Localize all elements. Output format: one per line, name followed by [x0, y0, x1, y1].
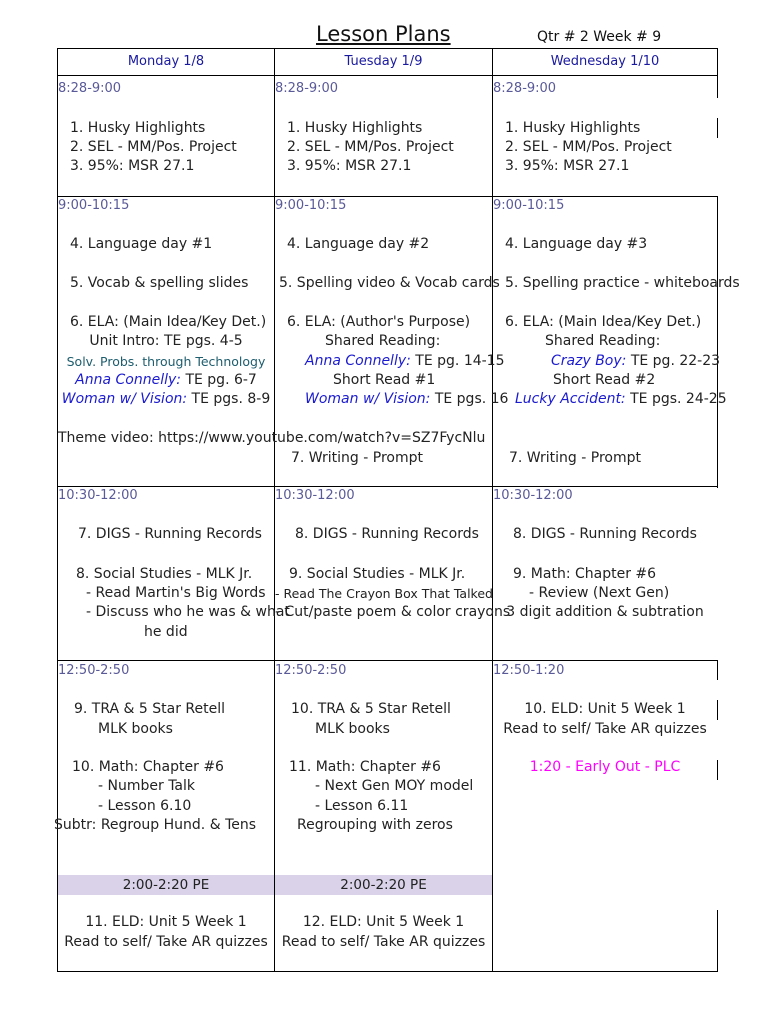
list-item: Solv. Probs. through Technology — [66, 354, 266, 369]
list-item: 2. SEL - MM/Pos. Project — [505, 139, 672, 155]
list-item: MLK books — [98, 721, 173, 737]
grid-line — [57, 971, 718, 972]
list-item: 9. Math: Chapter #6 — [513, 566, 657, 582]
list-item: he did — [144, 624, 188, 640]
reading-pages: TE pgs. 8-9 — [187, 391, 271, 407]
list-item: 3. 95%: MSR 27.1 — [70, 158, 195, 174]
list-item: 1. Husky Highlights — [287, 120, 423, 136]
day-header-monday: Monday 1/8 — [127, 54, 205, 69]
list-item: - Discuss who he was & what — [86, 604, 290, 620]
theme-video-link[interactable]: Theme video: https://www.youtube.com/watch?v=SZ7FycNlu — [58, 430, 486, 446]
list-item: 11. ELD: Unit 5 Week 1 — [85, 914, 247, 930]
time-slot: 9:00-10:15 — [58, 198, 130, 213]
time-slot: 8:28-9:00 — [58, 81, 122, 96]
list-item: Read to self/ Take AR quizzes — [64, 934, 268, 950]
list-item: - Next Gen MOY model — [315, 778, 474, 794]
list-item: 12. ELD: Unit 5 Week 1 — [302, 914, 465, 930]
list-item: 10. TRA & 5 Star Retell — [291, 701, 451, 717]
list-item — [58, 391, 274, 407]
time-slot: 12:50-1:20 — [493, 663, 565, 678]
wednesday-column — [493, 76, 740, 971]
list-item: 6. ELA: (Author's Purpose) — [287, 314, 471, 330]
list-item: MLK books — [315, 721, 390, 737]
list-item: Subtr: Regroup Hund. & Tens — [54, 817, 257, 833]
list-item: - Number Talk — [98, 778, 196, 794]
list-item: Shared Reading: — [325, 333, 441, 349]
list-item — [58, 372, 274, 388]
list-item: Shared Reading: — [545, 333, 661, 349]
time-slot: 9:00-10:15 — [275, 198, 347, 213]
reading-pages: TE pg. 22-23 — [626, 353, 721, 369]
reading-title: Woman w/ Vision: — [61, 391, 188, 407]
grid-line — [717, 48, 718, 98]
pe-bar-monday: 2:00-2:20 PE — [58, 875, 274, 895]
list-item: Read to self/ Take AR quizzes — [503, 721, 707, 737]
tuesday-column — [275, 76, 511, 971]
early-out-notice: 1:20 - Early Out - PLC — [529, 759, 681, 775]
grid-line — [717, 760, 718, 780]
time-slot: 10:30-12:00 — [493, 488, 573, 503]
list-item: 6. ELA: (Main Idea/Key Det.) — [70, 314, 267, 330]
list-item — [515, 391, 727, 407]
list-item: 6. ELA: (Main Idea/Key Det.) — [505, 314, 702, 330]
reading-pages: TE pgs. 16 — [430, 391, 509, 407]
quarter-week: Qtr # 2 Week # 9 — [537, 29, 662, 45]
grid-line — [717, 910, 718, 972]
list-item: - Review (Next Gen) — [529, 585, 670, 601]
list-item: 10. Math: Chapter #6 — [72, 759, 224, 775]
list-item: - Lesson 6.10 — [98, 798, 192, 814]
list-item: Read to self/ Take AR quizzes — [281, 934, 486, 950]
list-item: 11. Math: Chapter #6 — [289, 759, 441, 775]
list-item: 10. ELD: Unit 5 Week 1 — [524, 701, 686, 717]
list-item — [305, 353, 505, 369]
grid-line — [717, 118, 718, 138]
list-item: 5. Vocab & spelling slides — [70, 275, 249, 291]
grid-line — [717, 660, 718, 680]
reading-title: Anna Connelly: — [75, 372, 181, 388]
list-item: 3. 95%: MSR 27.1 — [505, 158, 630, 174]
reading-title: Crazy Boy: — [551, 353, 627, 369]
reading-pages: TE pg. 6-7 — [181, 372, 257, 388]
list-item: 1. Husky Highlights — [70, 120, 206, 136]
list-item: - Read Martin's Big Words — [86, 585, 266, 601]
list-item: 5. Spelling practice - whiteboards — [505, 275, 740, 291]
list-item: 4. Language day #3 — [505, 236, 648, 252]
monday-column — [54, 76, 290, 971]
list-item: - Read The Crayon Box That Talked — [275, 586, 493, 601]
list-item: 8. Social Studies - MLK Jr. — [76, 566, 253, 582]
reading-title: Woman w/ Vision: — [305, 391, 431, 407]
reading-title: Lucky Accident: — [515, 391, 626, 407]
list-item — [551, 353, 720, 369]
grid-line — [717, 700, 718, 720]
reading-pages: TE pg. 14-15 — [410, 353, 505, 369]
list-item: - Lesson 6.11 — [315, 798, 409, 814]
time-slot: 9:00-10:15 — [493, 198, 565, 213]
time-slot: 10:30-12:00 — [275, 488, 355, 503]
list-item: - Cut/paste poem & color crayons — [275, 604, 511, 620]
time-slot: 8:28-9:00 — [275, 81, 339, 96]
list-item: 4. Language day #1 — [70, 236, 213, 252]
list-item: 8. DIGS - Running Records — [295, 526, 479, 542]
list-item: 5. Spelling video & Vocab cards — [279, 275, 500, 291]
pe-bar-tuesday: 2:00-2:20 PE — [275, 875, 492, 895]
list-item: 9. TRA & 5 Star Retell — [74, 701, 226, 717]
list-item: 4. Language day #2 — [287, 236, 430, 252]
list-item: 7. DIGS - Running Records — [78, 526, 262, 542]
list-item: Unit Intro: TE pgs. 4-5 — [89, 333, 243, 349]
reading-pages: TE pgs. 24-25 — [625, 391, 727, 407]
list-item: 2. SEL - MM/Pos. Project — [287, 139, 454, 155]
list-item: Short Read #1 — [333, 372, 436, 388]
list-item: Short Read #2 — [553, 372, 656, 388]
list-item: 1. Husky Highlights — [505, 120, 641, 136]
list-item: 8. DIGS - Running Records — [513, 526, 697, 542]
list-item: 7. Writing - Prompt — [509, 450, 641, 466]
day-header-wednesday: Wednesday 1/10 — [550, 54, 660, 69]
list-item: 7. Writing - Prompt — [291, 450, 423, 466]
list-item: Regrouping with zeros — [297, 817, 453, 833]
grid-line — [717, 196, 718, 488]
list-item: 9. Social Studies - MLK Jr. — [289, 566, 466, 582]
list-item: 3 digit addition & subtration — [506, 604, 704, 620]
list-item: 3. 95%: MSR 27.1 — [287, 158, 412, 174]
time-slot: 12:50-2:50 — [275, 663, 347, 678]
day-header-tuesday: Tuesday 1/9 — [344, 54, 423, 69]
list-item: 2. SEL - MM/Pos. Project — [70, 139, 237, 155]
time-slot: 8:28-9:00 — [493, 81, 557, 96]
page-title: Lesson Plans — [316, 22, 451, 46]
time-slot: 12:50-2:50 — [58, 663, 130, 678]
time-slot: 10:30-12:00 — [58, 488, 138, 503]
reading-title: Anna Connelly: — [305, 353, 411, 369]
list-item — [305, 391, 508, 407]
